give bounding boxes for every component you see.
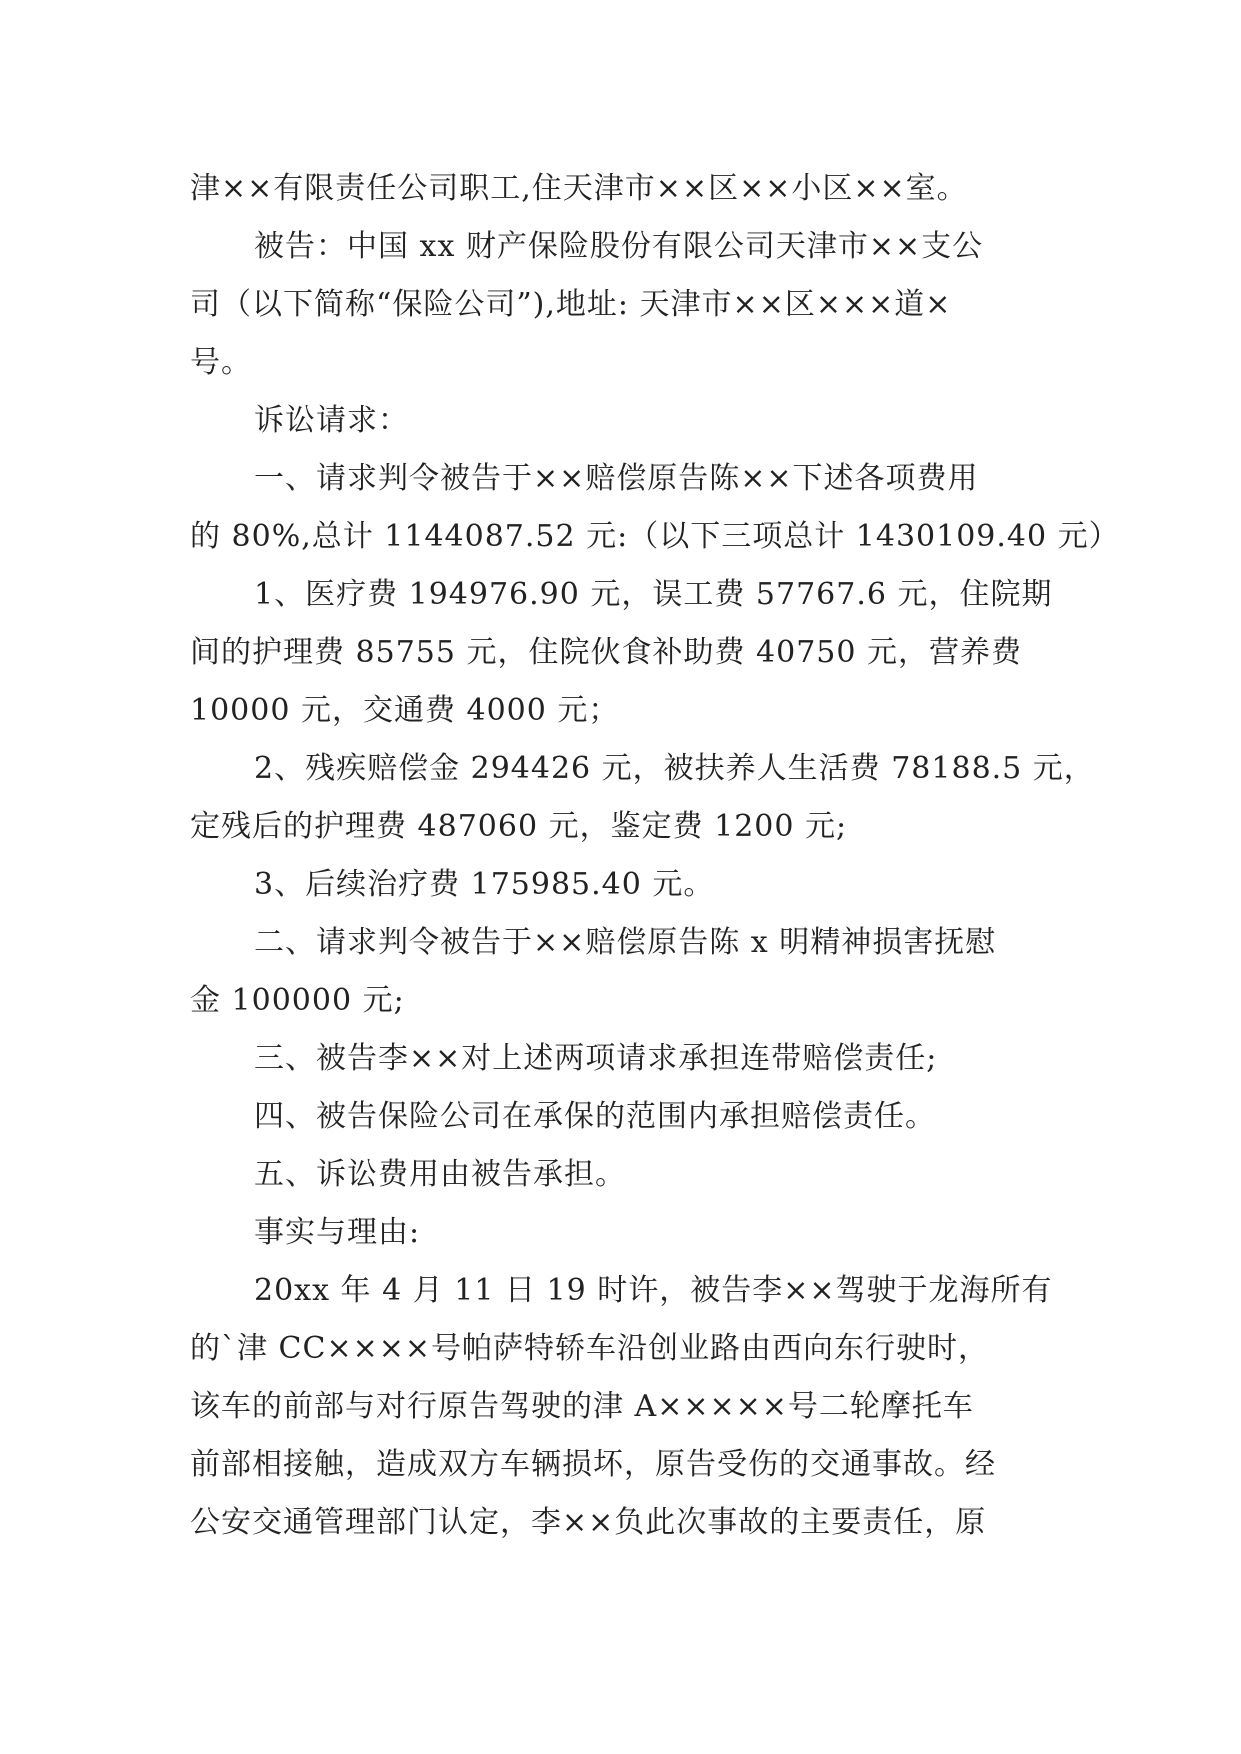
text-line: 五、诉讼费用由被告承担。 — [254, 1157, 626, 1192]
text-line: 公安交通管理部门认定，李××负此次事故的主要责任，原 — [190, 1505, 987, 1540]
text-line: 3、后续治疗费 175985.40 元。 — [254, 867, 715, 902]
text-line: 司（以下简称“保险公司”),地址: 天津市××区×××道× — [190, 287, 952, 322]
text-line: 1、医疗费 194976.90 元，误工费 57767.6 元，住院期 — [254, 577, 1053, 612]
text-line: 事实与理由: — [254, 1215, 421, 1250]
text-line: 定残后的护理费 487060 元，鉴定费 1200 元; — [190, 809, 848, 844]
text-line: 2、残疾赔偿金 294426 元，被扶养人生活费 78188.5 元， — [254, 751, 1095, 786]
text-line: 四、被告保险公司在承保的范围内承担赔偿责任。 — [254, 1099, 936, 1134]
text-line: 诉讼请求： — [254, 403, 409, 438]
text-line: 三、被告李××对上述两项请求承担连带赔偿责任; — [254, 1041, 938, 1076]
text-line: 金 100000 元; — [190, 983, 405, 1018]
text-line: 号。 — [190, 345, 252, 380]
text-line: 间的护理费 85755 元，住院伙食补助费 40750 元，营养费 — [190, 635, 1023, 670]
text-line: 20xx 年 4 月 11 日 19 时许，被告李××驾驶于龙海所有 — [254, 1273, 1053, 1308]
text-line: 二、请求判令被告于××赔偿原告陈 x 明精神损害抚慰 — [254, 925, 997, 960]
text-line: 该车的前部与对行原告驾驶的津 A×××××号二轮摩托车 — [190, 1389, 974, 1424]
text-line: 前部相接触，造成双方车辆损坏，原告受伤的交通事故。经 — [190, 1447, 996, 1482]
text-line: 的`津 CC××××号帕萨特轿车沿创业路由西向东行驶时， — [190, 1331, 989, 1366]
document-body — [190, 160, 1120, 1552]
text-line: 被告：中国 xx 财产保险股份有限公司天津市××支公 — [254, 229, 984, 264]
text-line: 10000 元，交通费 4000 元； — [190, 693, 620, 728]
text-line: 一、请求判令被告于××赔偿原告陈××下述各项费用 — [254, 461, 979, 496]
text-line: 津××有限责任公司职工,住天津市××区××小区××室。 — [190, 171, 968, 206]
text-line: 的 80%,总计 1144087.52 元:（以下三项总计 1430109.40 元） — [190, 519, 1120, 554]
